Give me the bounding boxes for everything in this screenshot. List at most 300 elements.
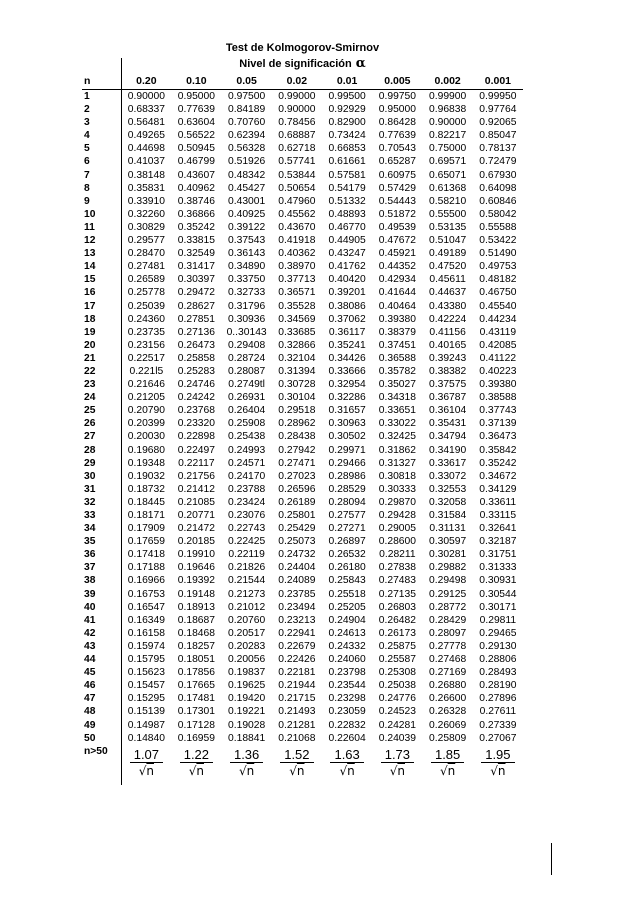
critical-value-cell: 0.90000: [429, 117, 467, 129]
critical-value-cell: 0.36104: [429, 405, 467, 417]
critical-value-cell: 0.27471: [278, 457, 316, 469]
critical-value-cell: 0.33750: [228, 274, 266, 286]
row-n-label: 29: [82, 457, 121, 470]
critical-value-cell: 0.29882: [429, 562, 467, 574]
table-row: [82, 444, 523, 457]
critical-value-cell: 0.22425: [228, 536, 266, 548]
critical-value-cell: 0.77639: [177, 104, 215, 116]
critical-value-cell: 0.24571: [228, 457, 266, 469]
critical-value-cell: 0.40464: [378, 300, 416, 312]
critical-value-cell: 0.92065: [479, 117, 517, 129]
critical-value-cell: 0.29408: [228, 339, 266, 351]
critical-value-cell: 0.28772: [429, 601, 467, 613]
critical-value-cell: 0.99000: [278, 91, 316, 102]
critical-value-cell: 0.30104: [278, 392, 316, 404]
critical-value-cell: 0.20030: [127, 431, 165, 443]
critical-value-cell: 0.43119: [479, 326, 517, 338]
critical-value-cell: 0.20790: [127, 405, 165, 417]
critical-value-cell: 0.28627: [177, 300, 215, 312]
sqrt-symbol: √: [238, 763, 247, 778]
critical-value-cell: 0.33651: [378, 405, 416, 417]
row-n-label: 18: [82, 313, 121, 326]
critical-value-cell: 0.38970: [278, 261, 316, 273]
critical-value-cell: 0.66853: [328, 143, 366, 155]
critical-value-cell: 0.27271: [328, 523, 366, 535]
critical-value-cell: 0.24039: [378, 732, 416, 744]
critical-value-cell: 0.35831: [127, 182, 165, 194]
table-row: [82, 640, 523, 653]
critical-value-cell: 0.57741: [278, 156, 316, 168]
critical-value-cell: 0.26482: [378, 614, 416, 626]
table-row: [82, 601, 523, 614]
critical-value-cell: 0.45921: [378, 248, 416, 260]
table-row: [82, 195, 523, 208]
critical-value-cell: 0.37713: [278, 274, 316, 286]
critical-value-cell: 0.68887: [278, 130, 316, 142]
critical-value-cell: 0.51490: [479, 248, 517, 260]
row-n-label: 10: [82, 208, 121, 221]
header-alpha: 0.01: [336, 74, 358, 87]
row-n-label: 6: [82, 155, 121, 168]
critical-value-cell: 0.31862: [378, 444, 416, 456]
critical-value-cell: 0.19910: [177, 549, 215, 561]
asymptotic-formula-cell: [322, 745, 372, 785]
row-n-label: 41: [82, 614, 121, 627]
critical-value-cell: 0.58210: [429, 195, 467, 207]
critical-value-cell: 0.23156: [127, 339, 165, 351]
critical-value-cell: 0.95000: [378, 104, 416, 116]
critical-value-cell: 0.42085: [479, 339, 517, 351]
critical-value-cell: 0.30397: [177, 274, 215, 286]
critical-value-cell: 0.24746: [177, 379, 215, 391]
table-row: [82, 430, 523, 443]
row-n-label: 24: [82, 391, 121, 404]
critical-value-cell: 0.51332: [328, 195, 366, 207]
critical-value-cell: 0.28429: [429, 614, 467, 626]
sqrt-radicand: n: [296, 763, 305, 778]
table-row: [82, 404, 523, 417]
critical-value-cell: 0.31394: [278, 365, 316, 377]
critical-value-cell: 0.36787: [429, 392, 467, 404]
critical-value-cell: 0.75000: [429, 143, 467, 155]
critical-value-cell: 0.20760: [228, 614, 266, 626]
critical-value-cell: 0.24170: [228, 470, 266, 482]
table-row: [82, 155, 523, 168]
critical-value-cell: 0.33611: [479, 496, 517, 508]
critical-value-cell: 0.43247: [328, 248, 366, 260]
critical-value-cell: 0.49539: [378, 221, 416, 233]
sqrt-radicand: n: [397, 763, 405, 778]
critical-value-cell: 0.36571: [278, 287, 316, 299]
critical-value-cell: 0.221l5: [129, 365, 164, 377]
row-n-label: 8: [82, 182, 121, 195]
critical-value-cell: 0.78456: [278, 117, 316, 129]
critical-value-cell: 0.24993: [228, 444, 266, 456]
critical-value-cell: 0.32866: [278, 339, 316, 351]
critical-value-cell: 0.65071: [429, 169, 467, 181]
critical-value-cell: 0.48893: [328, 208, 366, 220]
critical-value-cell: 0.44905: [328, 235, 366, 247]
critical-value-cell: 0.33115: [479, 510, 517, 521]
sqrt-radicand: n: [246, 763, 255, 778]
header-block: [82, 40, 523, 72]
critical-value-cell: 0.21085: [177, 496, 215, 508]
critical-value-cell: 0.39122: [228, 221, 266, 233]
critical-value-cell: 0.24281: [378, 719, 416, 731]
critical-value-cell: 0.55500: [429, 208, 467, 220]
critical-value-cell: 0.45427: [228, 182, 266, 194]
critical-value-cell: 0.20517: [228, 627, 266, 639]
critical-value-cell: 0.32641: [479, 523, 517, 535]
critical-value-cell: 0.23785: [278, 588, 316, 600]
critical-value-cell: 0.24332: [328, 640, 366, 652]
fraction: [431, 745, 464, 779]
critical-value-cell: 0.29811: [479, 614, 517, 626]
row-n-label: 19: [82, 326, 121, 339]
critical-value-cell: 0.31657: [328, 405, 366, 417]
critical-value-cell: 0.72479: [479, 156, 517, 168]
critical-value-cell: 0.24613: [328, 627, 366, 639]
critical-value-cell: 0.28962: [278, 418, 316, 430]
critical-value-cell: 0.53422: [479, 235, 517, 247]
critical-value-cell: 0.30544: [479, 588, 517, 600]
critical-value-cell: 0.27483: [378, 575, 416, 587]
critical-value-cell: 0.41122: [479, 352, 517, 364]
table-row: [82, 705, 523, 718]
critical-value-cell: 0.40962: [177, 182, 215, 194]
critical-value-cell: 0.49265: [127, 130, 165, 142]
critical-value-cell: 0.44698: [127, 143, 165, 155]
critical-value-cell: 0.64098: [479, 182, 517, 194]
critical-value-cell: 0.29465: [479, 627, 517, 639]
critical-value-cell: 0.39243: [429, 352, 467, 364]
fraction-numerator: 1.95: [481, 747, 514, 763]
critical-value-cell: 0.43380: [429, 300, 467, 312]
critical-value-cell: 0.21715: [278, 693, 316, 705]
table-header-row: [82, 72, 523, 90]
critical-value-cell: 0.40925: [228, 208, 266, 220]
sqrt-symbol: √: [490, 763, 498, 778]
row-n-label: 36: [82, 548, 121, 561]
table-row: [82, 352, 523, 365]
critical-values-table: [82, 72, 523, 785]
critical-value-cell: 0.33072: [429, 470, 467, 482]
critical-value-cell: 0.35027: [378, 379, 416, 391]
row-n-label: 37: [82, 561, 121, 574]
critical-value-cell: 0.16959: [177, 732, 215, 744]
row-n-label: 2: [82, 103, 121, 116]
critical-value-cell: 0.19148: [177, 588, 215, 600]
asymptotic-formula-cell: [272, 745, 322, 785]
critical-value-cell: 0.24904: [328, 614, 366, 626]
critical-value-cell: 0.31417: [177, 261, 215, 273]
critical-value-cell: 0.19646: [177, 562, 215, 574]
row-n-label: 5: [82, 142, 121, 155]
table-row: [82, 614, 523, 627]
critical-value-cell: 0.30936: [228, 313, 266, 325]
critical-value-cell: 0.57429: [378, 182, 416, 194]
critical-value-cell: 0.27778: [429, 640, 467, 652]
header-n: n: [82, 72, 121, 90]
table-row: [82, 116, 523, 129]
table-row: [82, 378, 523, 391]
critical-value-cell: 0.19221: [228, 706, 266, 718]
critical-value-cell: 0.25858: [177, 352, 215, 364]
critical-value-cell: 0.62394: [228, 130, 266, 142]
ks-table-document: [82, 40, 523, 785]
critical-value-cell: 0.35782: [378, 365, 416, 377]
critical-value-cell: 0.65287: [378, 156, 416, 168]
critical-value-cell: 0.21646: [127, 379, 165, 391]
critical-value-cell: 0.22898: [177, 431, 215, 443]
critical-value-cell: 0.29466: [328, 457, 366, 469]
critical-value-cell: 0.26069: [429, 719, 467, 731]
critical-value-cell: 0.46770: [328, 221, 366, 233]
sqrt-symbol: √: [138, 763, 147, 778]
critical-value-cell: 0.99500: [328, 91, 366, 102]
critical-value-cell: 0.34569: [278, 313, 316, 325]
critical-value-cell: 0.35242: [177, 221, 215, 233]
asymptotic-formula-cell: [121, 745, 171, 785]
critical-value-cell: 0.27942: [278, 444, 316, 456]
critical-value-cell: 0.26803: [378, 601, 416, 613]
critical-value-cell: 0.25039: [127, 300, 165, 312]
critical-value-cell: 0.19028: [228, 719, 266, 731]
critical-value-cell: 0.22497: [177, 444, 215, 456]
critical-value-cell: 0.24523: [378, 706, 416, 718]
sqrt-radicand: n: [447, 763, 456, 778]
critical-value-cell: 0.47960: [278, 195, 316, 207]
critical-value-cell: 0.61661: [328, 156, 366, 168]
critical-value-cell: 0.99900: [429, 91, 467, 102]
critical-value-cell: 0.39380: [378, 313, 416, 325]
critical-value-cell: 0.29472: [177, 287, 215, 299]
critical-value-cell: 0.90000: [127, 91, 165, 102]
row-n-label: 25: [82, 404, 121, 417]
critical-value-cell: 0.33910: [127, 195, 165, 207]
critical-value-cell: 0.22679: [278, 640, 316, 652]
table-row: [82, 90, 523, 104]
critical-value-cell: 0.33617: [429, 457, 467, 469]
row-n-label: 39: [82, 588, 121, 601]
critical-value-cell: 0.19420: [228, 693, 266, 705]
row-n-label: 26: [82, 417, 121, 430]
row-n-label: 11: [82, 221, 121, 234]
fraction-numerator: 1.85: [431, 747, 464, 763]
critical-value-cell: 0.24242: [177, 392, 215, 404]
row-n-label: 50: [82, 732, 121, 745]
row-n-label: 49: [82, 719, 121, 732]
critical-value-cell: 0.70543: [378, 143, 416, 155]
critical-value-cell: 0.29130: [479, 640, 517, 652]
critical-value-cell: 0.99950: [479, 91, 517, 102]
table-row: [82, 273, 523, 286]
critical-value-cell: 0.43001: [228, 195, 266, 207]
asymptotic-formula-cell: [423, 745, 473, 785]
critical-value-cell: 0.27481: [127, 261, 165, 273]
table-row: [82, 182, 523, 195]
critical-value-cell: 0.21493: [278, 706, 316, 718]
table-row: [82, 627, 523, 640]
header-alpha: 0.10: [186, 74, 207, 87]
critical-value-cell: 0.30502: [328, 431, 366, 443]
critical-value-cell: 0.22517: [127, 352, 165, 364]
critical-value-cell: 0.37139: [479, 418, 517, 430]
critical-value-cell: 0.41644: [378, 287, 416, 299]
critical-value-cell: 0.22832: [328, 719, 366, 731]
row-n-label: 21: [82, 352, 121, 365]
critical-value-cell: 0.16966: [127, 575, 165, 587]
row-n-label: 4: [82, 129, 121, 142]
table-row: [82, 732, 523, 745]
table-row: [82, 339, 523, 352]
table-row: [82, 326, 523, 339]
sqrt-symbol: √: [188, 763, 197, 778]
critical-value-cell: 0.24732: [278, 549, 316, 561]
critical-value-cell: 0.31333: [479, 562, 517, 574]
critical-value-cell: 0.17856: [177, 667, 215, 679]
row-n-label: 20: [82, 339, 121, 352]
critical-value-cell: 0.45611: [429, 274, 466, 286]
critical-value-cell: 0.32058: [429, 496, 467, 508]
critical-value-cell: 0.38382: [429, 365, 467, 377]
critical-value-cell: 0.43607: [177, 169, 215, 181]
critical-value-cell: 0.18841: [228, 732, 266, 744]
critical-value-cell: 0.18171: [127, 510, 165, 521]
sqrt-symbol: √: [439, 763, 448, 778]
fraction-denominator: [481, 763, 514, 779]
row-n-label: 28: [82, 444, 121, 457]
critical-value-cell: 0.32954: [328, 379, 366, 391]
table-row: [82, 548, 523, 561]
critical-value-cell: 0.21472: [177, 523, 215, 535]
critical-value-cell: 0.23494: [278, 601, 316, 613]
critical-value-cell: 0.50654: [278, 182, 316, 194]
row-n-label: 27: [82, 430, 121, 443]
row-n-label: 22: [82, 365, 121, 378]
critical-value-cell: 0.28470: [127, 248, 165, 260]
critical-value-cell: 0.23213: [278, 614, 316, 626]
table-row: [82, 483, 523, 496]
critical-value-cell: 0.24404: [278, 562, 316, 574]
row-n-label: 34: [82, 522, 121, 535]
critical-value-cell: 0.82900: [328, 117, 366, 129]
sqrt-symbol: √: [339, 763, 348, 778]
critical-value-cell: 0.25205: [328, 601, 366, 613]
row-n-label: 30: [82, 470, 121, 483]
critical-value-cell: 0.85047: [479, 130, 517, 142]
critical-value-cell: 0.41037: [127, 156, 165, 168]
critical-value-cell: 0.27169: [429, 667, 467, 679]
table-row: [82, 391, 523, 404]
critical-value-cell: 0.47520: [429, 261, 467, 273]
critical-value-cell: 0.42224: [429, 313, 467, 325]
row-n-label: 44: [82, 653, 121, 666]
table-row: [82, 666, 523, 679]
critical-value-cell: 0.30931: [479, 575, 517, 587]
critical-value-cell: 0.63604: [177, 117, 215, 129]
critical-value-cell: 0.41762: [328, 261, 366, 273]
critical-value-cell: 0.35528: [278, 300, 316, 312]
critical-value-cell: 0.45562: [278, 208, 316, 220]
table-row: [82, 169, 523, 182]
critical-value-cell: 0.48182: [479, 274, 517, 286]
sqrt-radicand: n: [347, 763, 355, 778]
critical-value-cell: 0.26589: [127, 274, 165, 286]
critical-value-cell: 0.26404: [228, 405, 266, 417]
critical-value-cell: 0.68337: [127, 104, 165, 116]
table-row: [82, 470, 523, 483]
fraction: [130, 745, 163, 779]
table-row: [82, 247, 523, 260]
critical-value-cell: 0.27838: [378, 562, 416, 574]
critical-value-cell: 0.55588: [479, 221, 517, 233]
critical-value-cell: 0.36473: [479, 431, 517, 443]
critical-value-cell: 0.29005: [378, 523, 416, 535]
table-row-asymptotic: [82, 745, 523, 785]
table-row: [82, 457, 523, 470]
critical-value-cell: 0.61368: [429, 182, 467, 194]
critical-value-cell: 0.26596: [278, 483, 316, 495]
critical-value-cell: 0.28529: [328, 483, 366, 495]
critical-value-cell: 0.17418: [127, 549, 165, 561]
critical-value-cell: 0.27136: [177, 326, 215, 338]
critical-value-cell: 0.70760: [228, 117, 266, 129]
critical-value-cell: 0.32549: [177, 248, 215, 260]
critical-value-cell: 0.30963: [328, 418, 366, 430]
critical-value-cell: 0.24060: [328, 654, 366, 666]
sqrt-radicand: n: [196, 763, 204, 778]
critical-value-cell: 0.27577: [328, 510, 366, 521]
critical-value-cell: 0.19837: [228, 667, 266, 679]
asymptotic-formula-cell: [372, 745, 422, 785]
critical-value-cell: 0.25038: [378, 680, 416, 692]
table-row: [82, 313, 523, 326]
critical-value-cell: 0.25809: [429, 732, 467, 744]
row-n-label: 16: [82, 286, 121, 299]
critical-value-cell: 0.78137: [479, 143, 517, 155]
critical-value-cell: 0.49753: [479, 261, 517, 273]
row-n-label: 12: [82, 234, 121, 247]
critical-value-cell: 0.21412: [177, 483, 215, 495]
critical-value-cell: 0.44352: [378, 261, 416, 273]
table-row: [82, 300, 523, 313]
critical-value-cell: 0.95000: [177, 91, 215, 102]
critical-value-cell: 0.32286: [328, 392, 366, 404]
critical-value-cell: 0.25801: [278, 510, 316, 521]
critical-value-cell: 0.14840: [127, 732, 165, 744]
fraction-numerator: 1.07: [130, 747, 163, 763]
critical-value-cell: 0.21012: [228, 601, 266, 613]
critical-value-cell: 0.29577: [127, 235, 165, 247]
critical-value-cell: 0.27135: [378, 588, 416, 600]
critical-value-cell: 0.42934: [378, 274, 416, 286]
fraction-denominator: [130, 763, 163, 779]
row-n-label: 13: [82, 247, 121, 260]
critical-value-cell: 0.29518: [278, 405, 316, 417]
critical-value-cell: 0.36866: [177, 208, 215, 220]
table-row: [82, 208, 523, 221]
fraction-numerator: 1.36: [230, 747, 263, 763]
critical-value-cell: 0.25283: [177, 365, 215, 377]
critical-value-cell: 0.30829: [127, 221, 165, 233]
critical-value-cell: 0.23424: [228, 496, 266, 508]
critical-value-cell: 0.21826: [228, 562, 266, 574]
critical-value-cell: 0.41918: [278, 235, 316, 247]
critical-value-cell: 0.39201: [328, 287, 366, 299]
critical-value-cell: 0.82217: [429, 130, 467, 142]
critical-value-cell: 0.60975: [378, 169, 416, 181]
